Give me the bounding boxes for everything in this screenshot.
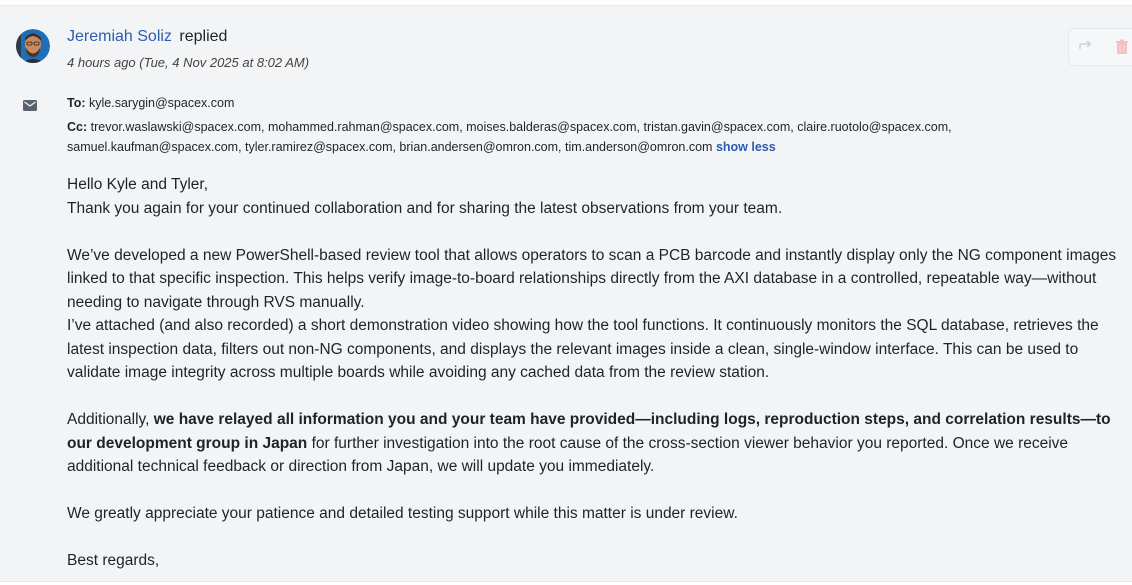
sender-row	[67, 28, 227, 46]
timestamp: 4 hours ago (Tue, 4 Nov 2025 at 8:02 AM)	[67, 55, 310, 70]
body-paragraph-2: We’ve developed a new PowerShell-based review tool that allows operators to scan a PCB barcode and instantly display only the NG component images linked to that specific inspection. This helps verify image-to-board relationships directly from the AXI database in a controlled, repeatable way—without needing to navigate through RVS manually.	[67, 246, 1117, 311]
to-line	[67, 96, 234, 110]
sender-name[interactable]: Jeremiah Soliz	[67, 28, 172, 45]
sender-action: replied	[179, 28, 228, 45]
body-paragraph-1: Thank you again for your continued collaboration and for sharing the latest observations from your team.	[67, 199, 783, 217]
body-paragraph-3: I’ve attached (and also recorded) a short demonstration video showing how the tool functions. It continuously monitors the SQL database, retrieves the latest inspection data, filters out non-NG components, and displays the relevant images inside a clean, single-window interface. This can be used to validate image integrity across multiple boards while avoiding any cached data from the review station.	[67, 317, 1099, 381]
body-paragraph-4-bold: we have relayed all information you and your team have provided—including logs, reproduction steps, and correlation results—to our development group in Japan	[67, 411, 1111, 452]
message-body	[67, 173, 1127, 573]
cc-block	[67, 117, 1107, 157]
closing: Best regards,	[67, 552, 160, 569]
cc-label: Cc:	[67, 120, 88, 134]
to-address[interactable]: kyle.sarygin@spacex.com	[89, 96, 235, 110]
to-label: To:	[67, 96, 86, 110]
message-card	[0, 5, 1132, 582]
body-paragraph-4-end: for further investigation into the root cause of the cross-section viewer behavior you reported. Once we receive additional technical feedback or direction from Japan, we will update you immediately.	[67, 434, 1069, 475]
cc-addresses-line2[interactable]: samuel.kaufman@spacex.com, tyler.ramirez@spacex.com, brian.andersen@omron.com, tim.anderson@omron.com	[67, 140, 713, 154]
body-paragraph-4	[67, 408, 1127, 479]
body-paragraph-4-start: Additionally,	[67, 411, 154, 428]
greeting: Hello Kyle and Tyler,	[67, 176, 209, 193]
reply-arrow-icon[interactable]	[1077, 38, 1095, 56]
avatar[interactable]	[16, 29, 50, 63]
show-less-link[interactable]: show less	[715, 140, 776, 154]
envelope-icon	[23, 98, 37, 109]
cc-addresses-line1[interactable]: trevor.waslawski@spacex.com, mohammed.rahman@spacex.com, moises.balderas@spacex.com, tristan.gavin@spacex.com, claire.ruotolo@spacex.com,	[90, 120, 952, 134]
trash-icon[interactable]	[1113, 38, 1131, 56]
message-actions	[1068, 28, 1132, 66]
body-paragraph-5: We greatly appreciate your patience and detailed testing support while this matter is under review.	[67, 505, 738, 522]
